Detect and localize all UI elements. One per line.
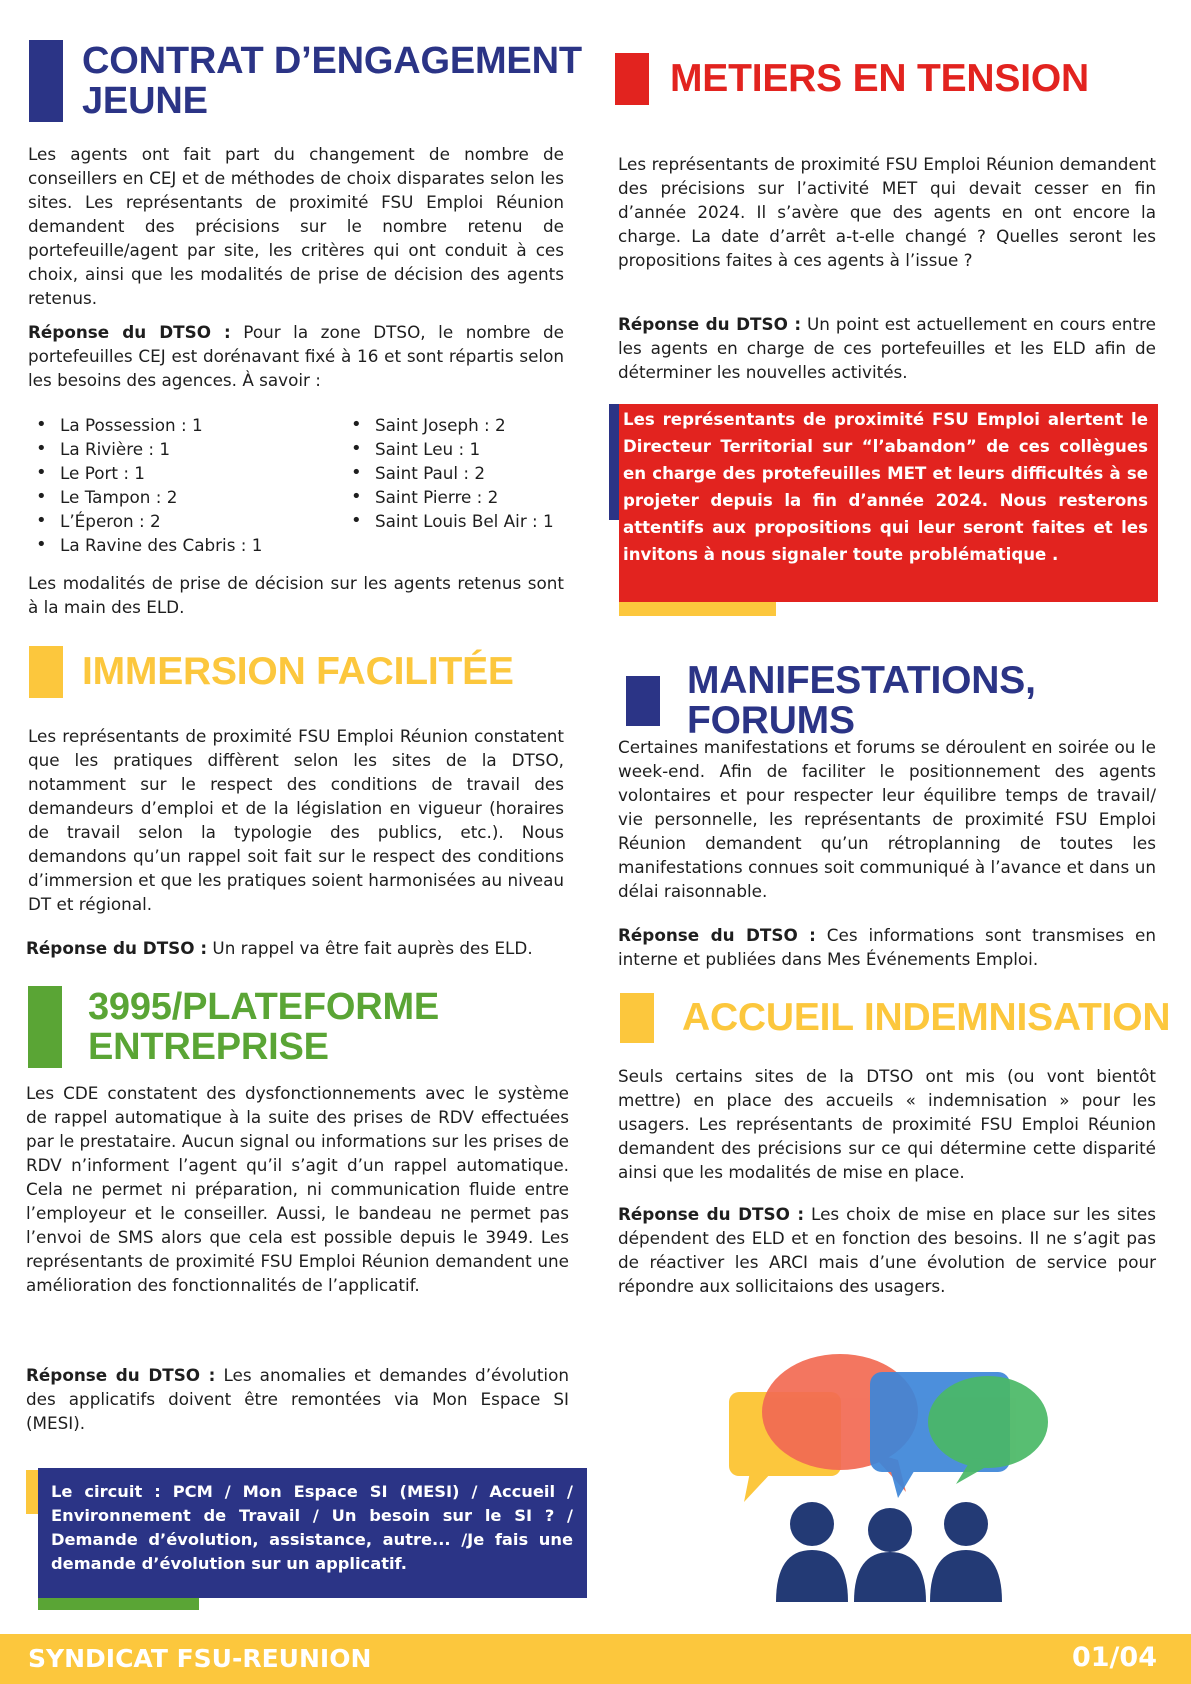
list-item: • Saint Pierre : 2: [345, 485, 575, 509]
callout-underline-bar: [38, 1598, 199, 1610]
cej-response-label: Réponse du DTSO :: [28, 322, 231, 342]
manifestations-intro: Certaines manifestations et forums se déroulent en soirée ou le week-end. Afin de faciliter le positionnement des agents volontaires et pour respecter leur équilibre temps de travail/ vie personnelle, les représentants de proximité FSU Emploi Réunion demandent qu’un rétroplanning de toutes les manifestations connues soit communiqué à l’avance et dans un délai raisonnable.: [618, 737, 1156, 901]
list-item: • Saint Paul : 2: [345, 461, 575, 485]
accueil-response: [618, 1202, 1156, 1298]
immersion-intro: Les représentants de proximité FSU Emploi Réunion constatent que les pratiques diffèrent selon les sites de la DTSO, notamment sur le respect des conditions de travail des demandeurs d’emploi et de la législation en vigueur (horaires de travail selon la typologie des publics, etc.). Nous demandons qu’un rappel soit fait sur le respect des conditions d’immersion et que les pratiques soient harmonisées au niveau DT et régional.: [28, 726, 564, 914]
plateforme-response: [26, 1363, 569, 1435]
plateforme-callout: Le circuit : PCM / Mon Espace SI (MESI) / Accueil / Environnement de Travail / Un besoin sur le SI ? / Demande d’évolution, assistance, autre... /Je fais une demande d’évolution sur un applicatif.: [38, 1468, 587, 1598]
list-item: • La Ravine des Cabris : 1: [30, 533, 320, 557]
section-title-met: [615, 53, 1089, 105]
accueil-response-label: Réponse du DTSO :: [618, 1204, 805, 1224]
section-title-cej-line2: JEUNE: [82, 80, 208, 122]
page-number: 01/04: [1071, 1642, 1157, 1673]
section-title-met-text: METIERS EN TENSION: [670, 57, 1089, 100]
section-title-plateforme: [28, 986, 439, 1068]
manifestations-response: [618, 923, 1156, 971]
plateforme-response-label: Réponse du DTSO :: [26, 1365, 216, 1385]
section-title-plateforme-line1: 3995/PLATEFORME: [88, 986, 440, 1028]
section-title-cej-line1: CONTRAT D’ENGAGEMENT: [82, 40, 582, 82]
title-accent-bar: [615, 53, 649, 105]
accueil-response-text: Les choix de mise en place sur les sites dépendent des ELD et en fonction des besoins. Il ne s’agit pas de réactiver les ARCI mais d’une évolution de service pour répondre aux sollicitaions des usagers.: [618, 1204, 1156, 1296]
section-title-cej: [29, 40, 582, 122]
immersion-response: [26, 936, 566, 960]
immersion-response-text: Un rappel va être fait auprès des ELD.: [207, 938, 533, 958]
cej-closing: Les modalités de prise de décision sur les agents retenus sont à la main des ELD.: [28, 573, 564, 617]
immersion-response-label: Réponse du DTSO :: [26, 938, 208, 958]
people-group-icon: [776, 1502, 1002, 1602]
section-title-accueil: [620, 993, 1170, 1043]
list-item: • La Rivière : 1: [30, 437, 320, 461]
cej-sites-list-right: [345, 413, 575, 533]
section-title-immersion: [29, 646, 514, 698]
met-response-label: Réponse du DTSO :: [618, 314, 802, 334]
list-item: • La Possession : 1: [30, 413, 320, 437]
section-title-immersion-text: IMMERSION FACILITÉE: [82, 650, 514, 693]
met-response: [618, 312, 1156, 384]
title-accent-bar: [28, 986, 62, 1068]
list-item: • Le Port : 1: [30, 461, 320, 485]
title-accent-bar: [620, 993, 654, 1043]
list-item: • Saint Leu : 1: [345, 437, 575, 461]
title-accent-bar: [626, 676, 660, 726]
met-response-text: Un point est actuellement en cours entre les agents en charge de ces portefeuilles et les ELD afin de déterminer les nouvelles activités.: [618, 314, 1157, 382]
plateforme-response-text: Les anomalies et demandes d’évolution des applicatifs doivent être remontées via Mon Espace SI (MESI).: [26, 1365, 569, 1433]
title-accent-bar: [29, 40, 63, 122]
met-callout: Les représentants de proximité FSU Emploi alertent le Directeur Territorial sur “l’abandon” de ces collègues en charge des protefeuilles MET et leurs difficultés à se projeter depuis la fin d’année 2024. Nous resterons attentifs aux propositions qui leur seront faites et les invitons à nous signaler toute problématique .: [619, 404, 1158, 602]
cej-sites-list-left: [30, 413, 320, 557]
section-title-manifestations: [626, 661, 1191, 741]
accueil-intro: Seuls certains sites de la DTSO ont mis (ou vont bientôt mettre) en place des accueils « indemnisation » pour les usagers. Les représentants de proximité FSU Emploi Réunion demandent des précisions sur ce qui détermine cette disparité ainsi que les modalités de mise en place.: [618, 1066, 1156, 1182]
section-title-plateforme-line2: ENTREPRISE: [88, 1026, 329, 1068]
manifestations-response-text: Ces informations sont transmises en interne et publiées dans Mes Événements Emploi.: [618, 925, 1156, 969]
callout-accent-bar: [609, 404, 619, 520]
met-intro: Les représentants de proximité FSU Emploi Réunion demandent des précisions sur l’activité MET qui devait cesser en fin d’année 2024. Il s’avère que des agents en ont encore la charge. La date d’arrêt a-t-elle changé ? Quelles seront les propositions faites à ces agents à l’issue ?: [618, 154, 1156, 270]
title-accent-bar: [29, 646, 63, 698]
list-item: • Saint Joseph : 2: [345, 413, 575, 437]
section-title-accueil-text: ACCUEIL INDEMNISATION: [682, 996, 1171, 1039]
list-item: • L’Éperon : 2: [30, 509, 320, 533]
cej-response: [28, 320, 564, 392]
callout-accent-bar: [26, 1470, 38, 1514]
footer-bar: [0, 1634, 1191, 1684]
callout-underline-bar: [619, 602, 776, 616]
cej-intro: Les agents ont fait part du changement de nombre de conseillers en CEJ et de méthodes de choix disparates selon les sites. Les représentants de proximité FSU Emploi Réunion demandent des précisions sur le nombre retenu de portefeuille/agent par site, les critères qui ont conduit à ces choix, ainsi que les modalités de prise de décision des agents retenus.: [28, 144, 564, 308]
discussion-illustration: [720, 1352, 1060, 1602]
manifestations-response-label: Réponse du DTSO :: [618, 925, 816, 945]
cej-response-text: Pour la zone DTSO, le nombre de portefeuilles CEJ est dorénavant fixé à 16 et sont répartis selon les besoins des agences. À savoir :: [28, 322, 565, 390]
list-item: • Saint Louis Bel Air : 1: [345, 509, 575, 533]
list-item: • Le Tampon : 2: [30, 485, 320, 509]
footer-org-name: SYNDICAT FSU-REUNION: [28, 1644, 372, 1673]
section-title-manifestations-text: MANIFESTATIONS, FORUMS: [687, 659, 1036, 742]
plateforme-intro: Les CDE constatent des dysfonctionnements avec le système de rappel automatique à la suite des prises de RDV effectuées par le prestataire. Aucun signal ou informations sur les prises de RDV n’informent l’agent qu’il s’agit d’un rappel automatique. Cela ne permet ni préparation, ni communication fluide entre l’employeur et le conseiller. Aussi, le bandeau ne permet pas l’envoi de SMS alors que cela est possible depuis le 3949. Les représentants de proximité FSU Emploi Réunion demandent une amélioration des fonctionnalités de l’applicatif.: [26, 1083, 569, 1295]
